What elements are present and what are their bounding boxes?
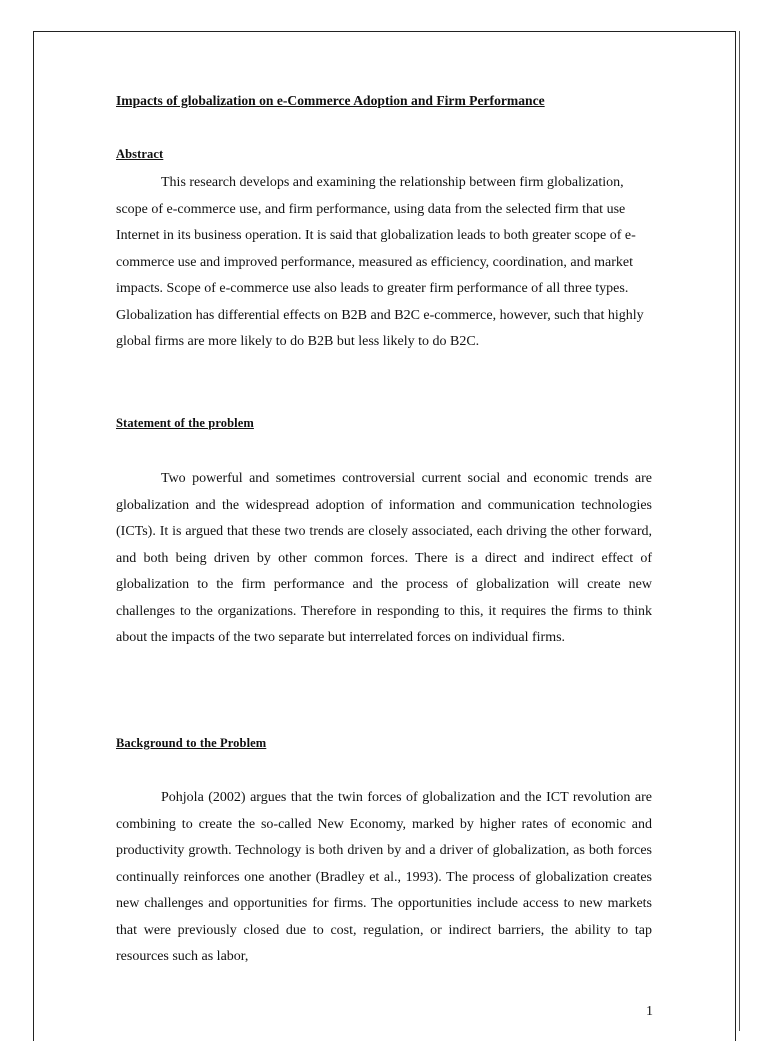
background-paragraph (116, 785, 652, 971)
background-text: Pohjola (2002) argues that the twin forces of globalization and the ICT revolution are combining to create the so-called New Economy, marked by higher rates of economic and productivity growth. Technology is both driven by and a driver of globalization, as both forces continually reinforces one another (Bradley et al., 1993). The process of globalization creates new challenges and opportunities for firms. The opportunities include access to new markets that were previously closed due to cost, regulation, or indirect barriers, the ability to tap resources such as labor, (116, 790, 652, 964)
abstract-text: This research develops and examining the relationship between firm globalization, scope of e-commerce use, and firm performance, using data from the selected firm that use Internet in its business operation. It is said that globalization leads to both greater scope of e-commerce use and improved performance, measured as efficiency, coordination, and market impacts. Scope of e-commerce use also leads to greater firm performance of all three types. Globalization has differential effects on B2B and B2C e-commerce, however, such that highly global firms are more likely to do B2B but less likely to do B2C. (116, 175, 644, 349)
page-number: 1 (646, 1004, 653, 1019)
statement-paragraph (116, 466, 652, 652)
statement-text: Two powerful and sometimes controversial current social and economic trends are globalization and the widespread adoption of information and communication technologies (ICTs). It is argued that these two trends are closely associated, each driving the other forward, and both being driven by other common forces. There is a direct and indirect effect of globalization to the firm performance and the process of globalization will create new challenges to the organizations. Therefore in responding to this, it requires the firms to think about the impacts of the two separate but interrelated forces on individual firms. (116, 471, 652, 645)
section-heading-abstract: Abstract (116, 147, 164, 161)
document-title: Impacts of globalization on e-Commerce Adoption and Firm Performance (116, 93, 545, 108)
section-heading-statement: Statement of the problem (116, 416, 254, 430)
abstract-paragraph (116, 170, 652, 356)
section-heading-background: Background to the Problem (116, 736, 267, 750)
page-edge-line (739, 31, 740, 1031)
